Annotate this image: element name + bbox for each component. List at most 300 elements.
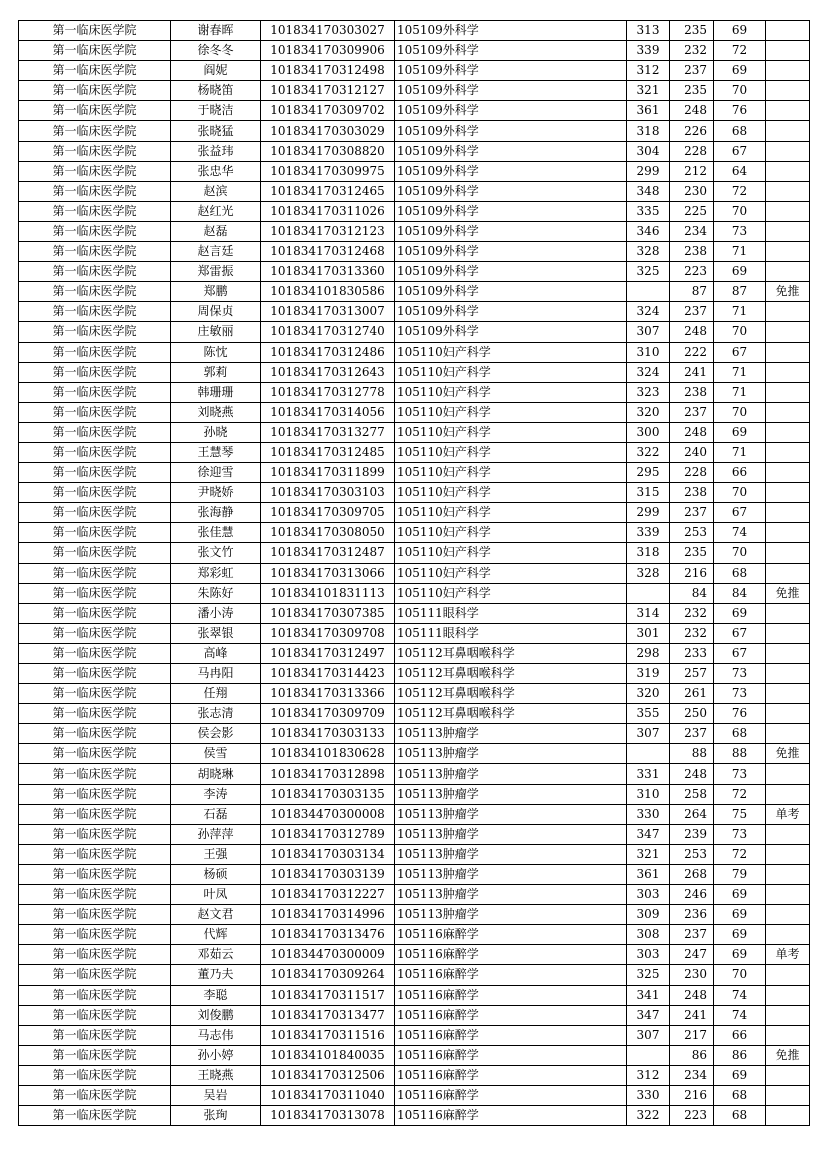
total-cell: 68 (714, 121, 766, 141)
exam-id-cell: 101834170312227 (261, 885, 395, 905)
note-cell (766, 563, 810, 583)
total-cell: 74 (714, 985, 766, 1005)
total-cell: 69 (714, 61, 766, 81)
major-cell: 105110妇产科学 (395, 523, 627, 543)
college-cell: 第一临床医学院 (19, 583, 171, 603)
exam-id-cell: 101834101831113 (261, 583, 395, 603)
exam-id-cell: 101834170312789 (261, 824, 395, 844)
score1-cell: 328 (627, 242, 670, 262)
score2-cell: 238 (670, 382, 714, 402)
major-cell: 105113肿瘤学 (395, 784, 627, 804)
total-cell: 69 (714, 422, 766, 442)
table-row (19, 1005, 810, 1025)
college-cell: 第一临床医学院 (19, 1025, 171, 1045)
major-cell: 105116麻醉学 (395, 945, 627, 965)
exam-id-cell: 101834170314423 (261, 664, 395, 684)
total-cell: 71 (714, 242, 766, 262)
name-cell: 张翠银 (171, 623, 261, 643)
score1-cell: 307 (627, 322, 670, 342)
table-row (19, 21, 810, 41)
name-cell: 赵文君 (171, 905, 261, 925)
score2-cell: 232 (670, 623, 714, 643)
note-cell (766, 1025, 810, 1045)
note-cell (766, 523, 810, 543)
score1-cell: 347 (627, 1005, 670, 1025)
name-cell: 董乃夫 (171, 965, 261, 985)
score1-cell: 348 (627, 181, 670, 201)
name-cell: 王强 (171, 844, 261, 864)
exam-id-cell: 101834170314996 (261, 905, 395, 925)
name-cell: 张志清 (171, 704, 261, 724)
major-cell: 105109外科学 (395, 322, 627, 342)
note-cell (766, 382, 810, 402)
note-cell (766, 141, 810, 161)
score1-cell: 312 (627, 61, 670, 81)
score1-cell: 321 (627, 844, 670, 864)
table-row (19, 724, 810, 744)
score1-cell: 319 (627, 664, 670, 684)
total-cell: 88 (714, 744, 766, 764)
name-cell: 于晓洁 (171, 101, 261, 121)
table-row (19, 442, 810, 462)
total-cell: 70 (714, 965, 766, 985)
college-cell: 第一临床医学院 (19, 81, 171, 101)
total-cell: 76 (714, 101, 766, 121)
major-cell: 105116麻醉学 (395, 1025, 627, 1045)
major-cell: 105109外科学 (395, 302, 627, 322)
note-cell (766, 322, 810, 342)
score1-cell: 320 (627, 684, 670, 704)
score1-cell: 307 (627, 724, 670, 744)
note-cell (766, 41, 810, 61)
exam-id-cell: 101834170313078 (261, 1106, 395, 1126)
score2-cell: 239 (670, 824, 714, 844)
table-row (19, 643, 810, 663)
score1-cell: 300 (627, 422, 670, 442)
total-cell: 67 (714, 342, 766, 362)
table-row (19, 483, 810, 503)
name-cell: 郑鹏 (171, 282, 261, 302)
table-row (19, 764, 810, 784)
total-cell: 72 (714, 844, 766, 864)
score1-cell: 346 (627, 221, 670, 241)
score1-cell: 328 (627, 563, 670, 583)
table-row (19, 925, 810, 945)
exam-id-cell: 101834170309708 (261, 623, 395, 643)
exam-id-cell: 101834170312778 (261, 382, 395, 402)
note-cell (766, 543, 810, 563)
score2-cell: 238 (670, 242, 714, 262)
exam-id-cell: 101834170311026 (261, 201, 395, 221)
table-row (19, 945, 810, 965)
name-cell: 王慧琴 (171, 442, 261, 462)
table-row (19, 61, 810, 81)
score1-cell: 310 (627, 342, 670, 362)
exam-id-cell: 101834170303029 (261, 121, 395, 141)
exam-id-cell: 101834170312497 (261, 643, 395, 663)
total-cell: 73 (714, 664, 766, 684)
major-cell: 105110妇产科学 (395, 563, 627, 583)
college-cell: 第一临床医学院 (19, 985, 171, 1005)
exam-id-cell: 101834170303135 (261, 784, 395, 804)
note-cell (766, 864, 810, 884)
major-cell: 105113肿瘤学 (395, 824, 627, 844)
college-cell: 第一临床医学院 (19, 302, 171, 322)
name-cell: 张佳慧 (171, 523, 261, 543)
score2-cell: 253 (670, 523, 714, 543)
name-cell: 朱陈好 (171, 583, 261, 603)
name-cell: 韩珊珊 (171, 382, 261, 402)
table-row (19, 844, 810, 864)
name-cell: 代辉 (171, 925, 261, 945)
college-cell: 第一临床医学院 (19, 925, 171, 945)
note-cell (766, 342, 810, 362)
table-row (19, 1065, 810, 1085)
score1-cell: 303 (627, 945, 670, 965)
major-cell: 105116麻醉学 (395, 985, 627, 1005)
total-cell: 69 (714, 262, 766, 282)
total-cell: 73 (714, 764, 766, 784)
exam-id-cell: 101834170312485 (261, 442, 395, 462)
total-cell: 86 (714, 1045, 766, 1065)
table-row (19, 362, 810, 382)
note-cell (766, 965, 810, 985)
total-cell: 71 (714, 382, 766, 402)
score1-cell: 322 (627, 1106, 670, 1126)
score2-cell: 264 (670, 804, 714, 824)
note-cell (766, 724, 810, 744)
name-cell: 陈忱 (171, 342, 261, 362)
score2-cell: 237 (670, 503, 714, 523)
college-cell: 第一临床医学院 (19, 965, 171, 985)
score2-cell: 212 (670, 161, 714, 181)
table-row (19, 563, 810, 583)
college-cell: 第一临床医学院 (19, 864, 171, 884)
score2-cell: 235 (670, 81, 714, 101)
score2-cell: 223 (670, 1106, 714, 1126)
major-cell: 105113肿瘤学 (395, 764, 627, 784)
college-cell: 第一临床医学院 (19, 824, 171, 844)
name-cell: 赵言廷 (171, 242, 261, 262)
name-cell: 赵滨 (171, 181, 261, 201)
name-cell: 孙萍萍 (171, 824, 261, 844)
table-row (19, 181, 810, 201)
table-row (19, 623, 810, 643)
college-cell: 第一临床医学院 (19, 402, 171, 422)
score2-cell: 236 (670, 905, 714, 925)
name-cell: 吴岩 (171, 1085, 261, 1105)
note-cell (766, 844, 810, 864)
name-cell: 徐冬冬 (171, 41, 261, 61)
name-cell: 王晓燕 (171, 1065, 261, 1085)
score2-cell: 228 (670, 141, 714, 161)
name-cell: 阎妮 (171, 61, 261, 81)
major-cell: 105113肿瘤学 (395, 905, 627, 925)
major-cell: 105110妇产科学 (395, 583, 627, 603)
score2-cell: 233 (670, 643, 714, 663)
note-cell (766, 121, 810, 141)
major-cell: 105110妇产科学 (395, 543, 627, 563)
score1-cell: 330 (627, 1085, 670, 1105)
name-cell: 马冉阳 (171, 664, 261, 684)
college-cell: 第一临床医学院 (19, 21, 171, 41)
college-cell: 第一临床医学院 (19, 121, 171, 141)
college-cell: 第一临床医学院 (19, 382, 171, 402)
college-cell: 第一临床医学院 (19, 724, 171, 744)
college-cell: 第一临床医学院 (19, 704, 171, 724)
score1-cell: 315 (627, 483, 670, 503)
score1-cell: 361 (627, 864, 670, 884)
college-cell: 第一临床医学院 (19, 342, 171, 362)
note-cell: 免推 (766, 282, 810, 302)
college-cell: 第一临床医学院 (19, 41, 171, 61)
college-cell: 第一临床医学院 (19, 282, 171, 302)
total-cell: 69 (714, 21, 766, 41)
score1-cell: 314 (627, 603, 670, 623)
total-cell: 69 (714, 885, 766, 905)
score1-cell: 324 (627, 362, 670, 382)
table-row (19, 121, 810, 141)
college-cell: 第一临床医学院 (19, 563, 171, 583)
score2-cell: 222 (670, 342, 714, 362)
major-cell: 105109外科学 (395, 21, 627, 41)
note-cell (766, 81, 810, 101)
exam-id-cell: 101834170312465 (261, 181, 395, 201)
score-table (18, 20, 810, 1126)
exam-id-cell: 101834170312898 (261, 764, 395, 784)
table-row (19, 141, 810, 161)
college-cell: 第一临床医学院 (19, 442, 171, 462)
score2-cell: 234 (670, 1065, 714, 1085)
name-cell: 尹晓娇 (171, 483, 261, 503)
note-cell (766, 21, 810, 41)
note-cell (766, 442, 810, 462)
name-cell: 杨晓笛 (171, 81, 261, 101)
score1-cell: 322 (627, 442, 670, 462)
score2-cell: 232 (670, 41, 714, 61)
table-row (19, 242, 810, 262)
note-cell (766, 362, 810, 382)
total-cell: 76 (714, 704, 766, 724)
total-cell: 72 (714, 41, 766, 61)
note-cell (766, 221, 810, 241)
table-row (19, 342, 810, 362)
score2-cell: 248 (670, 985, 714, 1005)
name-cell: 叶凤 (171, 885, 261, 905)
exam-id-cell: 101834470300008 (261, 804, 395, 824)
table-row (19, 41, 810, 61)
note-cell (766, 262, 810, 282)
score2-cell: 223 (670, 262, 714, 282)
score1-cell: 335 (627, 201, 670, 221)
name-cell: 谢春晖 (171, 21, 261, 41)
score2-cell: 241 (670, 1005, 714, 1025)
score2-cell: 237 (670, 402, 714, 422)
exam-id-cell: 101834170313066 (261, 563, 395, 583)
table-row (19, 81, 810, 101)
table-row (19, 965, 810, 985)
exam-id-cell: 101834170314056 (261, 402, 395, 422)
note-cell (766, 101, 810, 121)
score1-cell: 307 (627, 1025, 670, 1045)
name-cell: 张文竹 (171, 543, 261, 563)
score2-cell: 228 (670, 463, 714, 483)
major-cell: 105113肿瘤学 (395, 864, 627, 884)
exam-id-cell: 101834170309906 (261, 41, 395, 61)
note-cell (766, 201, 810, 221)
score2-cell: 248 (670, 322, 714, 342)
name-cell: 孙小婷 (171, 1045, 261, 1065)
total-cell: 71 (714, 362, 766, 382)
college-cell: 第一临床医学院 (19, 1085, 171, 1105)
exam-id-cell: 101834170312643 (261, 362, 395, 382)
name-cell: 李聪 (171, 985, 261, 1005)
total-cell: 69 (714, 603, 766, 623)
exam-id-cell: 101834170303027 (261, 21, 395, 41)
exam-id-cell: 101834170313277 (261, 422, 395, 442)
total-cell: 74 (714, 523, 766, 543)
table-row (19, 704, 810, 724)
exam-id-cell: 101834170303103 (261, 483, 395, 503)
table-row (19, 221, 810, 241)
total-cell: 67 (714, 643, 766, 663)
score2-cell: 216 (670, 1085, 714, 1105)
note-cell (766, 422, 810, 442)
total-cell: 72 (714, 181, 766, 201)
exam-id-cell: 101834101830628 (261, 744, 395, 764)
exam-id-cell: 101834170313366 (261, 684, 395, 704)
exam-id-cell: 101834170303133 (261, 724, 395, 744)
total-cell: 70 (714, 201, 766, 221)
major-cell: 105110妇产科学 (395, 503, 627, 523)
note-cell (766, 623, 810, 643)
score2-cell: 241 (670, 362, 714, 382)
score2-cell: 225 (670, 201, 714, 221)
name-cell: 侯雪 (171, 744, 261, 764)
name-cell: 赵磊 (171, 221, 261, 241)
college-cell: 第一临床医学院 (19, 905, 171, 925)
exam-id-cell: 101834170311040 (261, 1085, 395, 1105)
major-cell: 105110妇产科学 (395, 342, 627, 362)
major-cell: 105111眼科学 (395, 603, 627, 623)
table-row (19, 985, 810, 1005)
score1-cell: 308 (627, 925, 670, 945)
total-cell: 84 (714, 583, 766, 603)
score1-cell: 312 (627, 1065, 670, 1085)
note-cell (766, 242, 810, 262)
note-cell: 免推 (766, 1045, 810, 1065)
name-cell: 邓茹云 (171, 945, 261, 965)
score1-cell: 299 (627, 503, 670, 523)
college-cell: 第一临床医学院 (19, 463, 171, 483)
major-cell: 105116麻醉学 (395, 965, 627, 985)
table-row (19, 302, 810, 322)
score2-cell: 86 (670, 1045, 714, 1065)
table-row (19, 262, 810, 282)
college-cell: 第一临床医学院 (19, 844, 171, 864)
total-cell: 66 (714, 463, 766, 483)
note-cell (766, 784, 810, 804)
exam-id-cell: 101834170312486 (261, 342, 395, 362)
table-row (19, 1025, 810, 1045)
note-cell (766, 905, 810, 925)
total-cell: 73 (714, 221, 766, 241)
major-cell: 105116麻醉学 (395, 1005, 627, 1025)
name-cell: 侯会影 (171, 724, 261, 744)
total-cell: 79 (714, 864, 766, 884)
note-cell (766, 161, 810, 181)
score2-cell: 230 (670, 181, 714, 201)
total-cell: 71 (714, 302, 766, 322)
college-cell: 第一临床医学院 (19, 1045, 171, 1065)
name-cell: 石磊 (171, 804, 261, 824)
table-row (19, 422, 810, 442)
total-cell: 70 (714, 322, 766, 342)
college-cell: 第一临床医学院 (19, 322, 171, 342)
total-cell: 67 (714, 141, 766, 161)
name-cell: 张珣 (171, 1106, 261, 1126)
note-cell (766, 985, 810, 1005)
score1-cell: 310 (627, 784, 670, 804)
score1-cell: 339 (627, 523, 670, 543)
score1-cell: 299 (627, 161, 670, 181)
total-cell: 67 (714, 623, 766, 643)
college-cell: 第一临床医学院 (19, 362, 171, 382)
score1-cell (627, 583, 670, 603)
total-cell: 69 (714, 925, 766, 945)
exam-id-cell: 101834470300009 (261, 945, 395, 965)
college-cell: 第一临床医学院 (19, 483, 171, 503)
score2-cell: 258 (670, 784, 714, 804)
score2-cell: 237 (670, 925, 714, 945)
note-cell (766, 181, 810, 201)
total-cell: 70 (714, 81, 766, 101)
table-row (19, 101, 810, 121)
score1-cell: 341 (627, 985, 670, 1005)
exam-id-cell: 101834170311899 (261, 463, 395, 483)
note-cell (766, 704, 810, 724)
score1-cell: 304 (627, 141, 670, 161)
score1-cell: 330 (627, 804, 670, 824)
major-cell: 105109外科学 (395, 282, 627, 302)
college-cell: 第一临床医学院 (19, 181, 171, 201)
name-cell: 张晓猛 (171, 121, 261, 141)
major-cell: 105113肿瘤学 (395, 804, 627, 824)
major-cell: 105116麻醉学 (395, 925, 627, 945)
table-row (19, 402, 810, 422)
score1-cell: 298 (627, 643, 670, 663)
total-cell: 69 (714, 905, 766, 925)
table-row (19, 282, 810, 302)
exam-id-cell: 101834170311517 (261, 985, 395, 1005)
exam-id-cell: 101834170312498 (261, 61, 395, 81)
total-cell: 73 (714, 684, 766, 704)
exam-id-cell: 101834170307385 (261, 603, 395, 623)
major-cell: 105113肿瘤学 (395, 885, 627, 905)
total-cell: 74 (714, 1005, 766, 1025)
exam-id-cell: 101834170309264 (261, 965, 395, 985)
major-cell: 105116麻醉学 (395, 1065, 627, 1085)
major-cell: 105109外科学 (395, 61, 627, 81)
college-cell: 第一临床医学院 (19, 523, 171, 543)
note-cell (766, 603, 810, 623)
score2-cell: 253 (670, 844, 714, 864)
college-cell: 第一临床医学院 (19, 101, 171, 121)
score1-cell: 355 (627, 704, 670, 724)
note-cell (766, 1085, 810, 1105)
exam-id-cell: 101834170313477 (261, 1005, 395, 1025)
exam-id-cell: 101834170309975 (261, 161, 395, 181)
